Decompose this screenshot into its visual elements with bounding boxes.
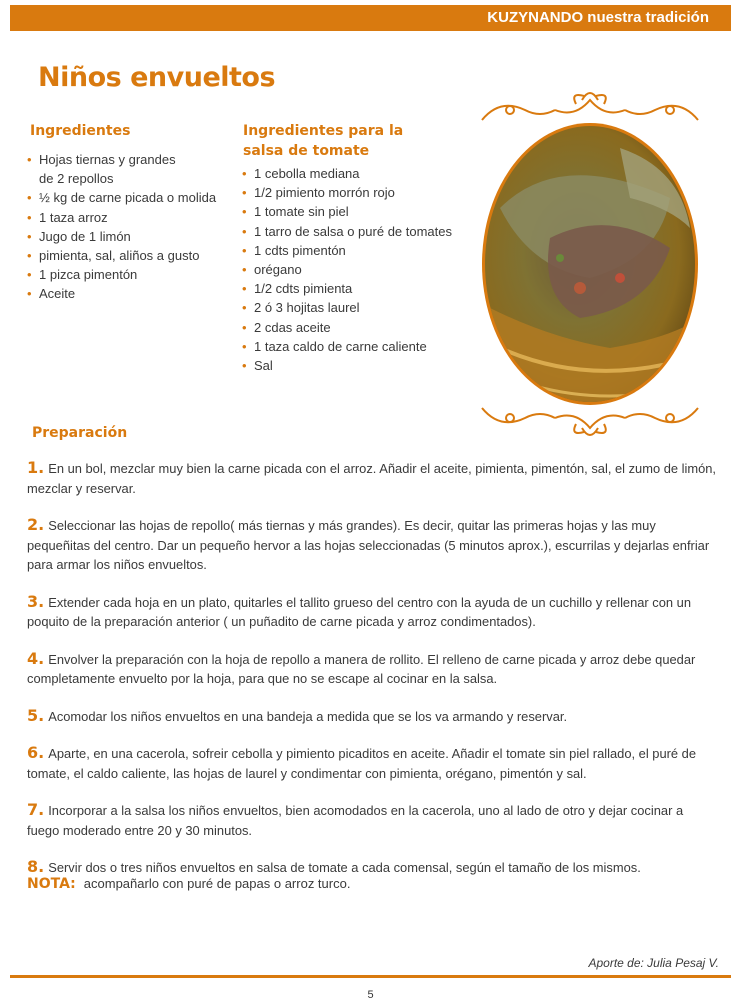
step: 6. Aparte, en una cacerola, sofreir cebolla y pimiento picaditos en aceite. Añadir el tomate sin piel rallado, el puré de tomate, el caldo caliente, las hojas de laurel y condimentar con pimienta, orégano, pimentón y sal. [27,743,696,781]
ingredient-item: • Aceite [27,284,242,303]
step: 4. Envolver la preparación con la hoja de repollo a manera de rollito. El relleno de carne picada y arroz debe quedar completamente envuelto por la hoja, para que no se escape al cocinar en la salsa. [27,648,696,686]
step: 8. Servir dos o tres niños envueltos en salsa de tomate a cada comensal, según el tamaño de los mismos. [27,857,641,876]
note-text: acompañarlo con puré de papas o arroz turco. [83,876,351,891]
step: 5. Acomodar los niños envueltos en una bandeja a medida que se los va armando y reservar. [27,705,568,725]
note [27,876,350,892]
ingredient-item: • Hojas tiernas y grandes de 2 repollos [27,150,242,188]
sauce-item: • 1 cdts pimentón [242,241,467,260]
page-title: Niños envueltos [38,62,276,93]
preparation-steps [27,458,717,895]
ingredient-item: • Jugo de 1 limón [27,227,242,246]
floral-ornament-icon [482,93,698,120]
ingredient-item: • 1 pizca pimentón [27,265,242,284]
sauce-item: • Sal [242,356,467,375]
sauce-item: • 1 taza caldo de carne caliente [242,337,467,356]
step: 3. Extender cada hoja en un plato, quitarles el tallito grueso del centro con la ayuda de un cuchillo y rellenar con un poquito de la preparación anterior ( un puñadito de carne picada y arroz condimentados). [27,591,692,629]
ingredient-item: • pimienta, sal, aliños a gusto [27,246,242,265]
ingredients-list [27,150,242,304]
sauce-item: • 1 tomate sin piel [242,202,467,221]
ingredients-heading: Ingredientes [30,123,131,139]
footer-divider [10,975,731,978]
header-title: KUZYNANDO nuestra tradición [487,9,709,26]
step: 2. Seleccionar las hojas de repollo( más tiernas y más grandes). Es decir, quitar las primeras hojas y las muy pequeñitas del centro. Dar un pequeño hervor a las hojas seleccionadas (5 minutos aprox.), escurrilas y dejarlas enfriar para armar los niños envueltos. [27,515,710,572]
note-label: NOTA: [27,876,76,892]
header-bar [10,5,731,31]
sauce-heading: Ingredientes para la salsa de tomate [243,123,404,159]
sauce-item: • 1 cebolla mediana [242,164,467,183]
preparation-heading: Preparación [32,425,128,441]
credit: Aporte de: Julia Pesaj V. [588,956,719,970]
step: 1. En un bol, mezclar muy bien la carne picada con el arroz. Añadir el aceite, pimienta, pimentón, sal, el zumo de limón, mezclar y reservar. [27,458,717,496]
sauce-item: • 1/2 pimiento morrón rojo [242,183,467,202]
step: 7. Incorporar a la salsa los niños envueltos, bien acomodados en la cacerola, uno al lado de otro y dejar cocinar a fuego moderado entre 20 y 30 minutos. [27,800,684,838]
photo-frame [470,88,710,440]
sauce-item: • 2 ó 3 hojitas laurel [242,298,467,317]
sauce-ingredients-list [242,164,467,375]
sauce-item: • 1/2 cdts pimienta [242,279,467,298]
ingredient-item: • 1 taza arroz [27,208,242,227]
stuffed-cabbage-photo [470,88,710,440]
page-number: 5 [367,989,374,1001]
sauce-item: • orégano [242,260,467,279]
floral-ornament-icon [482,408,698,435]
ingredient-item: • ½ kg de carne picada o molida [27,188,242,207]
sauce-item: • 1 tarro de salsa o puré de tomates [242,222,467,241]
sauce-item: • 2 cdas aceite [242,318,467,337]
